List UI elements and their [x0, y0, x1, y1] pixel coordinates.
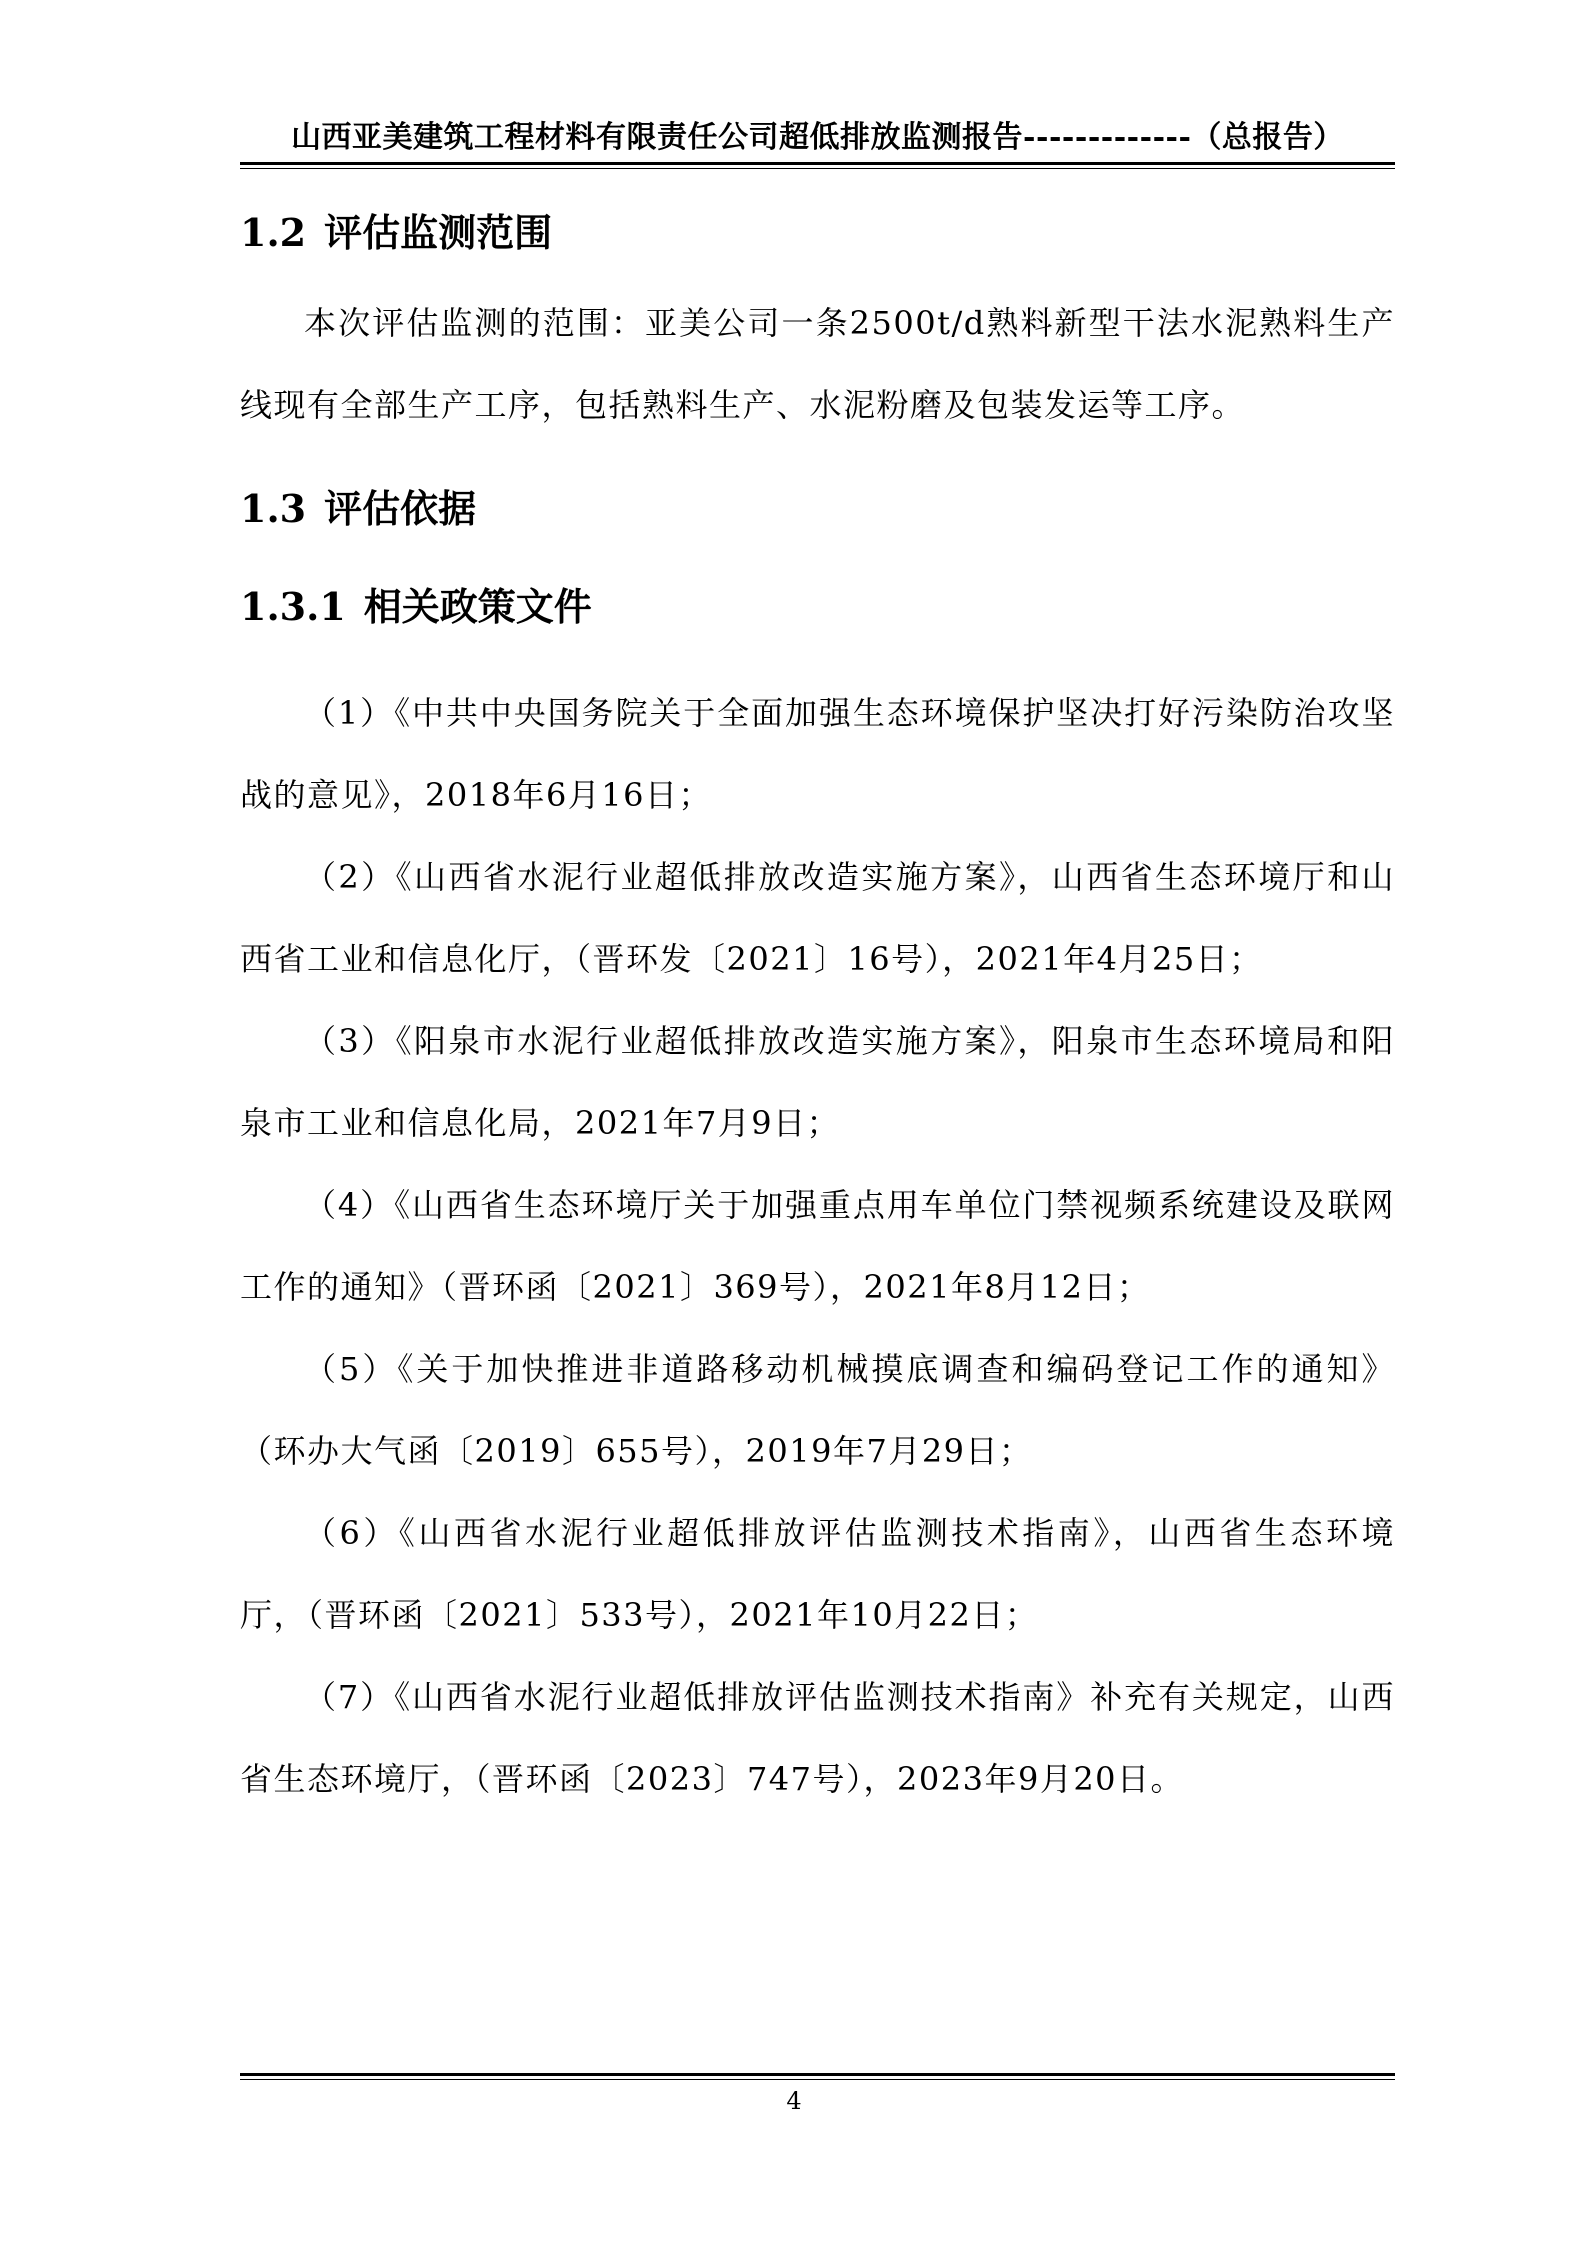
list-item: （3）《阳泉市水泥行业超低排放改造实施方案》，阳泉市生态环境局和阳泉市工业和信息化局，2021年7月9日；: [240, 1022, 1395, 1142]
section-heading-1-3-1: [240, 564, 1395, 650]
footer-rule: [240, 2073, 1395, 2076]
section-title: 相关政策文件: [363, 585, 592, 629]
section-number: 1.3.1: [240, 584, 346, 629]
section-heading-1-2: [240, 190, 1395, 276]
page-number: 4: [786, 2087, 802, 2115]
scope-paragraph: 本次评估监测的范围：亚美公司一条2500t/d熟料新型干法水泥熟料生产线现有全部生产工序，包括熟料生产、水泥粉磨及包装发运等工序。: [240, 304, 1395, 424]
list-item: （4）《山西省生态环境厅关于加强重点用车单位门禁视频系统建设及联网工作的通知》（晋环函〔2021〕369号），2021年8月12日；: [240, 1186, 1395, 1306]
list-item: （1）《中共中央国务院关于全面加强生态环境保护坚决打好污染防治攻坚战的意见》，2018年6月16日；: [240, 694, 1395, 814]
header-rule: [240, 162, 1395, 165]
policy-document-list: [240, 672, 1395, 1820]
list-item: （2）《山西省水泥行业超低排放改造实施方案》，山西省生态环境厅和山西省工业和信息化厅，（晋环发〔2021〕16号），2021年4月25日；: [240, 858, 1395, 978]
section-title: 评估监测范围: [324, 211, 553, 255]
page-content: [240, 190, 1395, 1820]
section-number: 1.3: [240, 486, 307, 531]
header-rule-thin: [240, 168, 1395, 169]
section-heading-1-3: [240, 466, 1395, 552]
list-item: （6）《山西省水泥行业超低排放评估监测技术指南》，山西省生态环境厅，（晋环函〔2021〕533号），2021年10月22日；: [240, 1514, 1395, 1634]
page-header: 山西亚美建筑工程材料有限责任公司超低排放监测报告-------------（总报告）: [291, 120, 1344, 155]
footer-rule-thin: [240, 2079, 1395, 2080]
section-title: 评估依据: [324, 487, 477, 531]
list-item: （5）《关于加快推进非道路移动机械摸底调查和编码登记工作的通知》（环办大气函〔2019〕655号），2019年7月29日；: [240, 1350, 1395, 1470]
section-number: 1.2: [240, 210, 307, 255]
list-item: （7）《山西省水泥行业超低排放评估监测技术指南》补充有关规定，山西省生态环境厅，（晋环函〔2023〕747号），2023年9月20日。: [240, 1678, 1395, 1798]
